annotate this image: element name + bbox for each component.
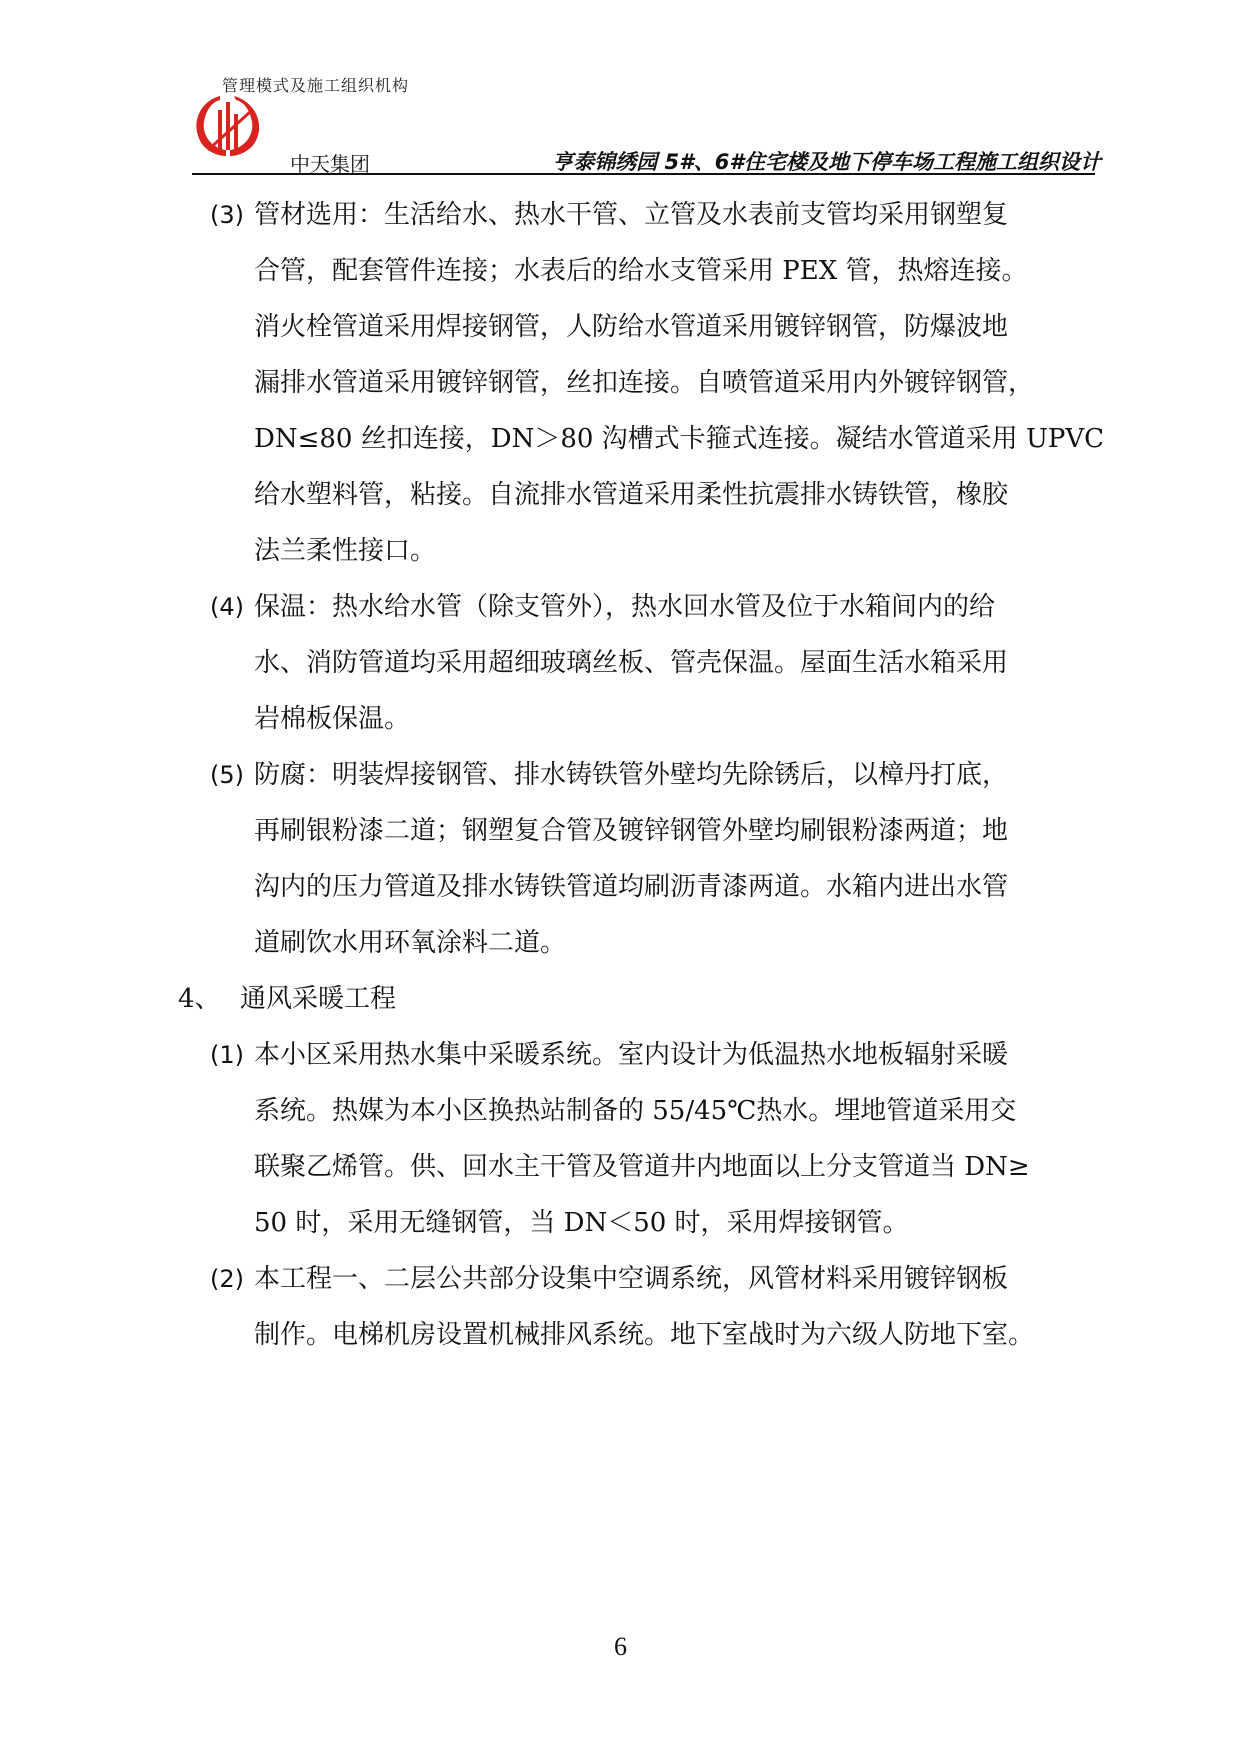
- item-marker: (1): [210, 1041, 244, 1069]
- section-title: 通风采暖工程: [240, 984, 397, 1014]
- header-rule: [192, 173, 1095, 175]
- section-number: 4、: [178, 984, 221, 1014]
- paragraph-line: 再刷银粉漆二道；钢塑复合管及镀锌钢管外壁均刷银粉漆两道；地: [254, 816, 1009, 846]
- paragraph-line: 联聚乙烯管。供、回水主干管及管道井内地面以上分支管道当 DN≥: [254, 1152, 1030, 1182]
- paragraph-line: 沟内的压力管道及排水铸铁管道均刷沥青漆两道。水箱内进出水管: [254, 872, 1009, 902]
- company-name: 中天集团: [290, 152, 370, 176]
- paragraph-line: DN≤80 丝扣连接，DN＞80 沟槽式卡箍式连接。凝结水管道采用 UPVC: [254, 424, 1105, 454]
- paragraph-line: 漏排水管道采用镀锌钢管，丝扣连接。自喷管道采用内外镀锌钢管，: [254, 368, 1035, 398]
- paragraph-line: 管材选用：生活给水、热水干管、立管及水表前支管均采用钢塑复: [254, 200, 1009, 230]
- paragraph-line: 道刷饮水用环氧涂料二道。: [254, 928, 567, 958]
- item-marker: (5): [210, 761, 244, 789]
- paragraph-line: 50 时，采用无缝钢管，当 DN＜50 时，采用焊接钢管。: [254, 1208, 909, 1238]
- item-marker: (3): [210, 201, 244, 229]
- paragraph-line: 本工程一、二层公共部分设集中空调系统，风管材料采用镀锌钢板: [254, 1264, 1009, 1294]
- paragraph-line: 防腐：明装焊接钢管、排水铸铁管外壁均先除锈后，以樟丹打底，: [254, 760, 1009, 790]
- paragraph-line: 岩棉板保温。: [254, 704, 411, 734]
- paragraph-line: 法兰柔性接口。: [254, 536, 437, 566]
- paragraph-line: 给水塑料管，粘接。自流排水管道采用柔性抗震排水铸铁管，橡胶: [254, 480, 1009, 510]
- item-marker: (4): [210, 593, 244, 621]
- paragraph-line: 合管，配套管件连接；水表后的给水支管采用 PEX 管，热熔连接。: [254, 256, 1028, 286]
- paragraph-line: 保温：热水给水管（除支管外），热水回水管及位于水箱间内的给: [254, 592, 996, 622]
- paragraph-line: 消火栓管道采用焊接钢管，人防给水管道采用镀锌钢管，防爆波地: [254, 312, 1009, 342]
- paragraph-line: 制作。电梯机房设置机械排风系统。地下室战时为六级人防地下室。: [254, 1320, 1035, 1350]
- document-title: 亨泰锦绣园 5#、6#住宅楼及地下停车场工程施工组织设计: [552, 150, 1101, 174]
- page-header: [0, 0, 1241, 180]
- page-number: 6: [614, 1632, 627, 1661]
- company-logo: [190, 92, 268, 158]
- item-marker: (2): [210, 1265, 244, 1293]
- paragraph-line: 系统。热媒为本小区换热站制备的 55/45℃热水。埋地管道采用交: [254, 1096, 1017, 1126]
- paragraph-line: 水、消防管道均采用超细玻璃丝板、管壳保温。屋面生活水箱采用: [254, 648, 1009, 678]
- paragraph-line: 本小区采用热水集中采暖系统。室内设计为低温热水地板辐射采暖: [254, 1040, 1009, 1070]
- header-section-label: 管理模式及施工组织机构: [222, 76, 410, 95]
